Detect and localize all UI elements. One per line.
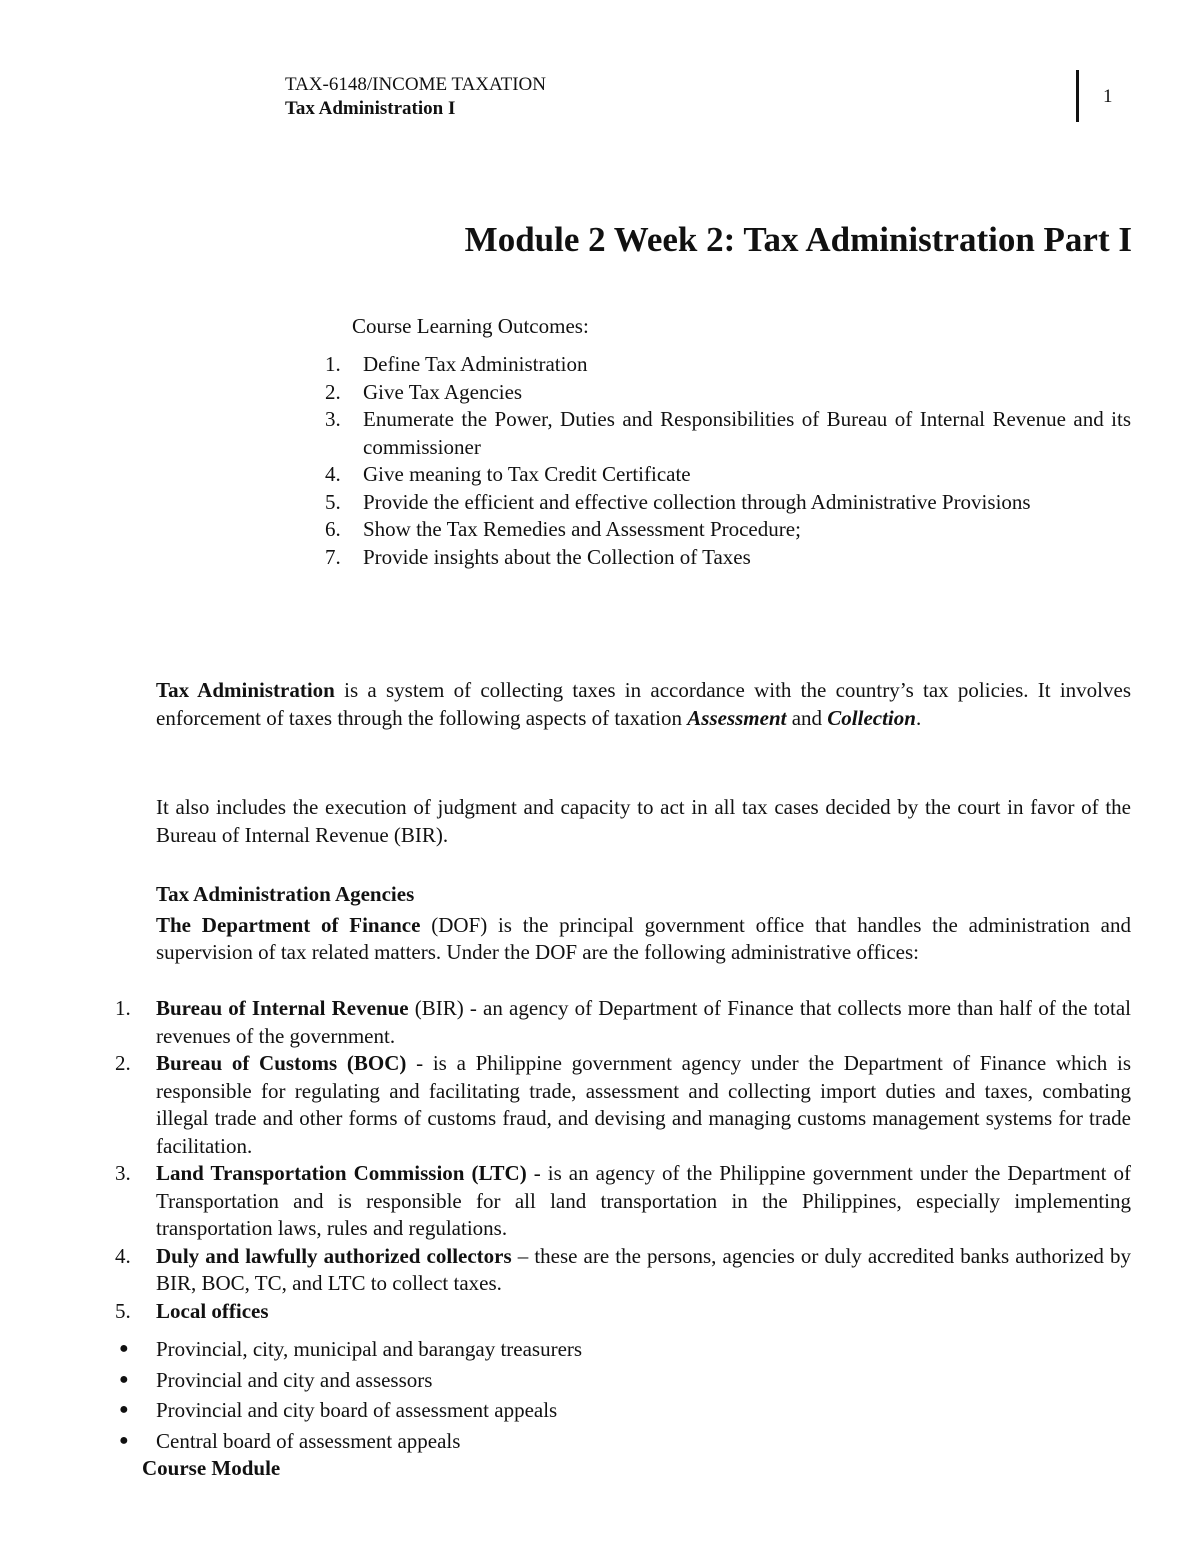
page-number: 1 [1103, 86, 1113, 107]
intro-term: Tax Administration [156, 678, 335, 702]
list-item [325, 406, 1131, 461]
agency-description: - is an agency of the Philippine government under the Department of Transportation and is responsible for all land transportation in the Philippines, especially implementing transportation laws, rules and regulations. [156, 1161, 1131, 1240]
intro-aspect-collection: Collection [827, 706, 916, 730]
agency-name: Bureau of Internal Revenue [156, 996, 409, 1020]
list-item [115, 1050, 1131, 1160]
list-item [325, 489, 1131, 517]
item-number: 2. [115, 1051, 131, 1075]
list-item [325, 379, 1131, 407]
item-text: Provincial and city board of assessment appeals [156, 1398, 558, 1422]
bullet-icon: ● [119, 1340, 129, 1357]
header-divider [1076, 70, 1079, 122]
intro-end: . [915, 706, 922, 730]
item-text: Provincial and city and assessors [156, 1367, 433, 1392]
agency-description: - is a Philippine government agency under the Department of Finance which is responsible for regulating and facilitating trade, assessment and collecting import duties and taxes, combating illegal trade and other forms of customs fraud, and devising and managing customs management systems for trade facilitation. [156, 1051, 1131, 1158]
item-text: Central board of assessment appeals [156, 1428, 461, 1453]
item-number: 5. [115, 1298, 131, 1323]
item-text: Give meaning to Tax Credit Certificate [363, 462, 691, 486]
judgment-paragraph: It also includes the execution of judgment and capacity to act in all tax cases decided by the court in favor of the Bureau of Internal Revenue (BIR). [156, 795, 1131, 847]
item-text: Define Tax Administration [363, 352, 588, 376]
list-item [325, 461, 1131, 489]
agency-description: (BIR) - an agency of Department of Finance that collects more than half of the total revenues of the government. [156, 996, 1131, 1048]
item-text: Provide the efficient and effective collection through Administrative Provisions [363, 489, 1031, 514]
agency-name: Local offices [156, 1298, 269, 1323]
item-text: Provide insights about the Collection of Taxes [363, 544, 751, 569]
agency-name: Duly and lawfully authorized collectors [156, 1243, 512, 1268]
list-item [325, 516, 1131, 544]
item-number: 1. [115, 996, 131, 1020]
page-title: Module 2 Week 2: Tax Administration Part I [464, 220, 1132, 259]
list-item [325, 544, 1131, 572]
item-number: 3. [115, 1161, 131, 1185]
agency-name: Land Transportation Commission (LTC) [156, 1161, 527, 1185]
agency-description: – these are the persons, agencies or duly accredited banks authorized by BIR, BOC, TC, and LTC to collect taxes. [156, 1243, 1131, 1295]
footer-course-module: Course Module [142, 1456, 281, 1480]
header-subtitle: Tax Administration I [285, 98, 456, 119]
dof-paragraph [156, 912, 1131, 966]
item-text: Provincial, city, municipal and barangay treasurers [156, 1337, 583, 1361]
bullet-icon: ● [119, 1401, 129, 1418]
list-item [115, 1243, 1131, 1298]
agencies-list [115, 995, 1131, 1325]
intro-paragraph [156, 676, 1131, 732]
item-number: 5. [325, 489, 341, 514]
list-item [115, 1298, 1131, 1326]
list-item [325, 351, 1131, 379]
intro-and: and [786, 706, 828, 730]
item-number: 3. [325, 407, 341, 431]
outcomes-list [325, 351, 1131, 571]
item-text: Show the Tax Remedies and Assessment Procedure; [363, 517, 801, 541]
list-item [115, 1334, 1131, 1365]
item-number: 7. [325, 544, 341, 569]
intro-text: is a system of collecting taxes in accordance with the country’s tax policies. It involves enforcement of taxes through the following aspects of taxation [156, 678, 1131, 730]
agency-name: Bureau of Customs (BOC) [156, 1051, 407, 1075]
agencies-heading: Tax Administration Agencies [156, 882, 415, 906]
list-item [115, 1365, 1131, 1396]
header-course-code: TAX-6148/INCOME TAXATION [285, 74, 546, 95]
item-number: 6. [325, 517, 341, 541]
bullet-icon: ● [119, 1370, 129, 1388]
item-number: 4. [115, 1243, 131, 1268]
item-text: Give Tax Agencies [363, 379, 523, 404]
item-number: 2. [325, 379, 341, 404]
item-text: Enumerate the Power, Duties and Responsibilities of Bureau of Internal Revenue and its commissioner [363, 407, 1131, 459]
list-item [115, 1426, 1131, 1457]
list-item [115, 1160, 1131, 1243]
item-number: 1. [325, 352, 341, 376]
outcomes-heading: Course Learning Outcomes: [352, 314, 589, 338]
local-offices-list [115, 1334, 1131, 1456]
dof-name: The Department of Finance [156, 913, 421, 937]
list-item [115, 995, 1131, 1050]
bullet-icon: ● [119, 1431, 129, 1449]
item-number: 4. [325, 462, 341, 486]
list-item [115, 1395, 1131, 1426]
dof-text: (DOF) is the principal government office that handles the administration and supervision of tax related matters. Under the DOF are the following administrative offices: [156, 913, 1131, 964]
intro-aspect-assessment: Assessment [687, 706, 787, 730]
